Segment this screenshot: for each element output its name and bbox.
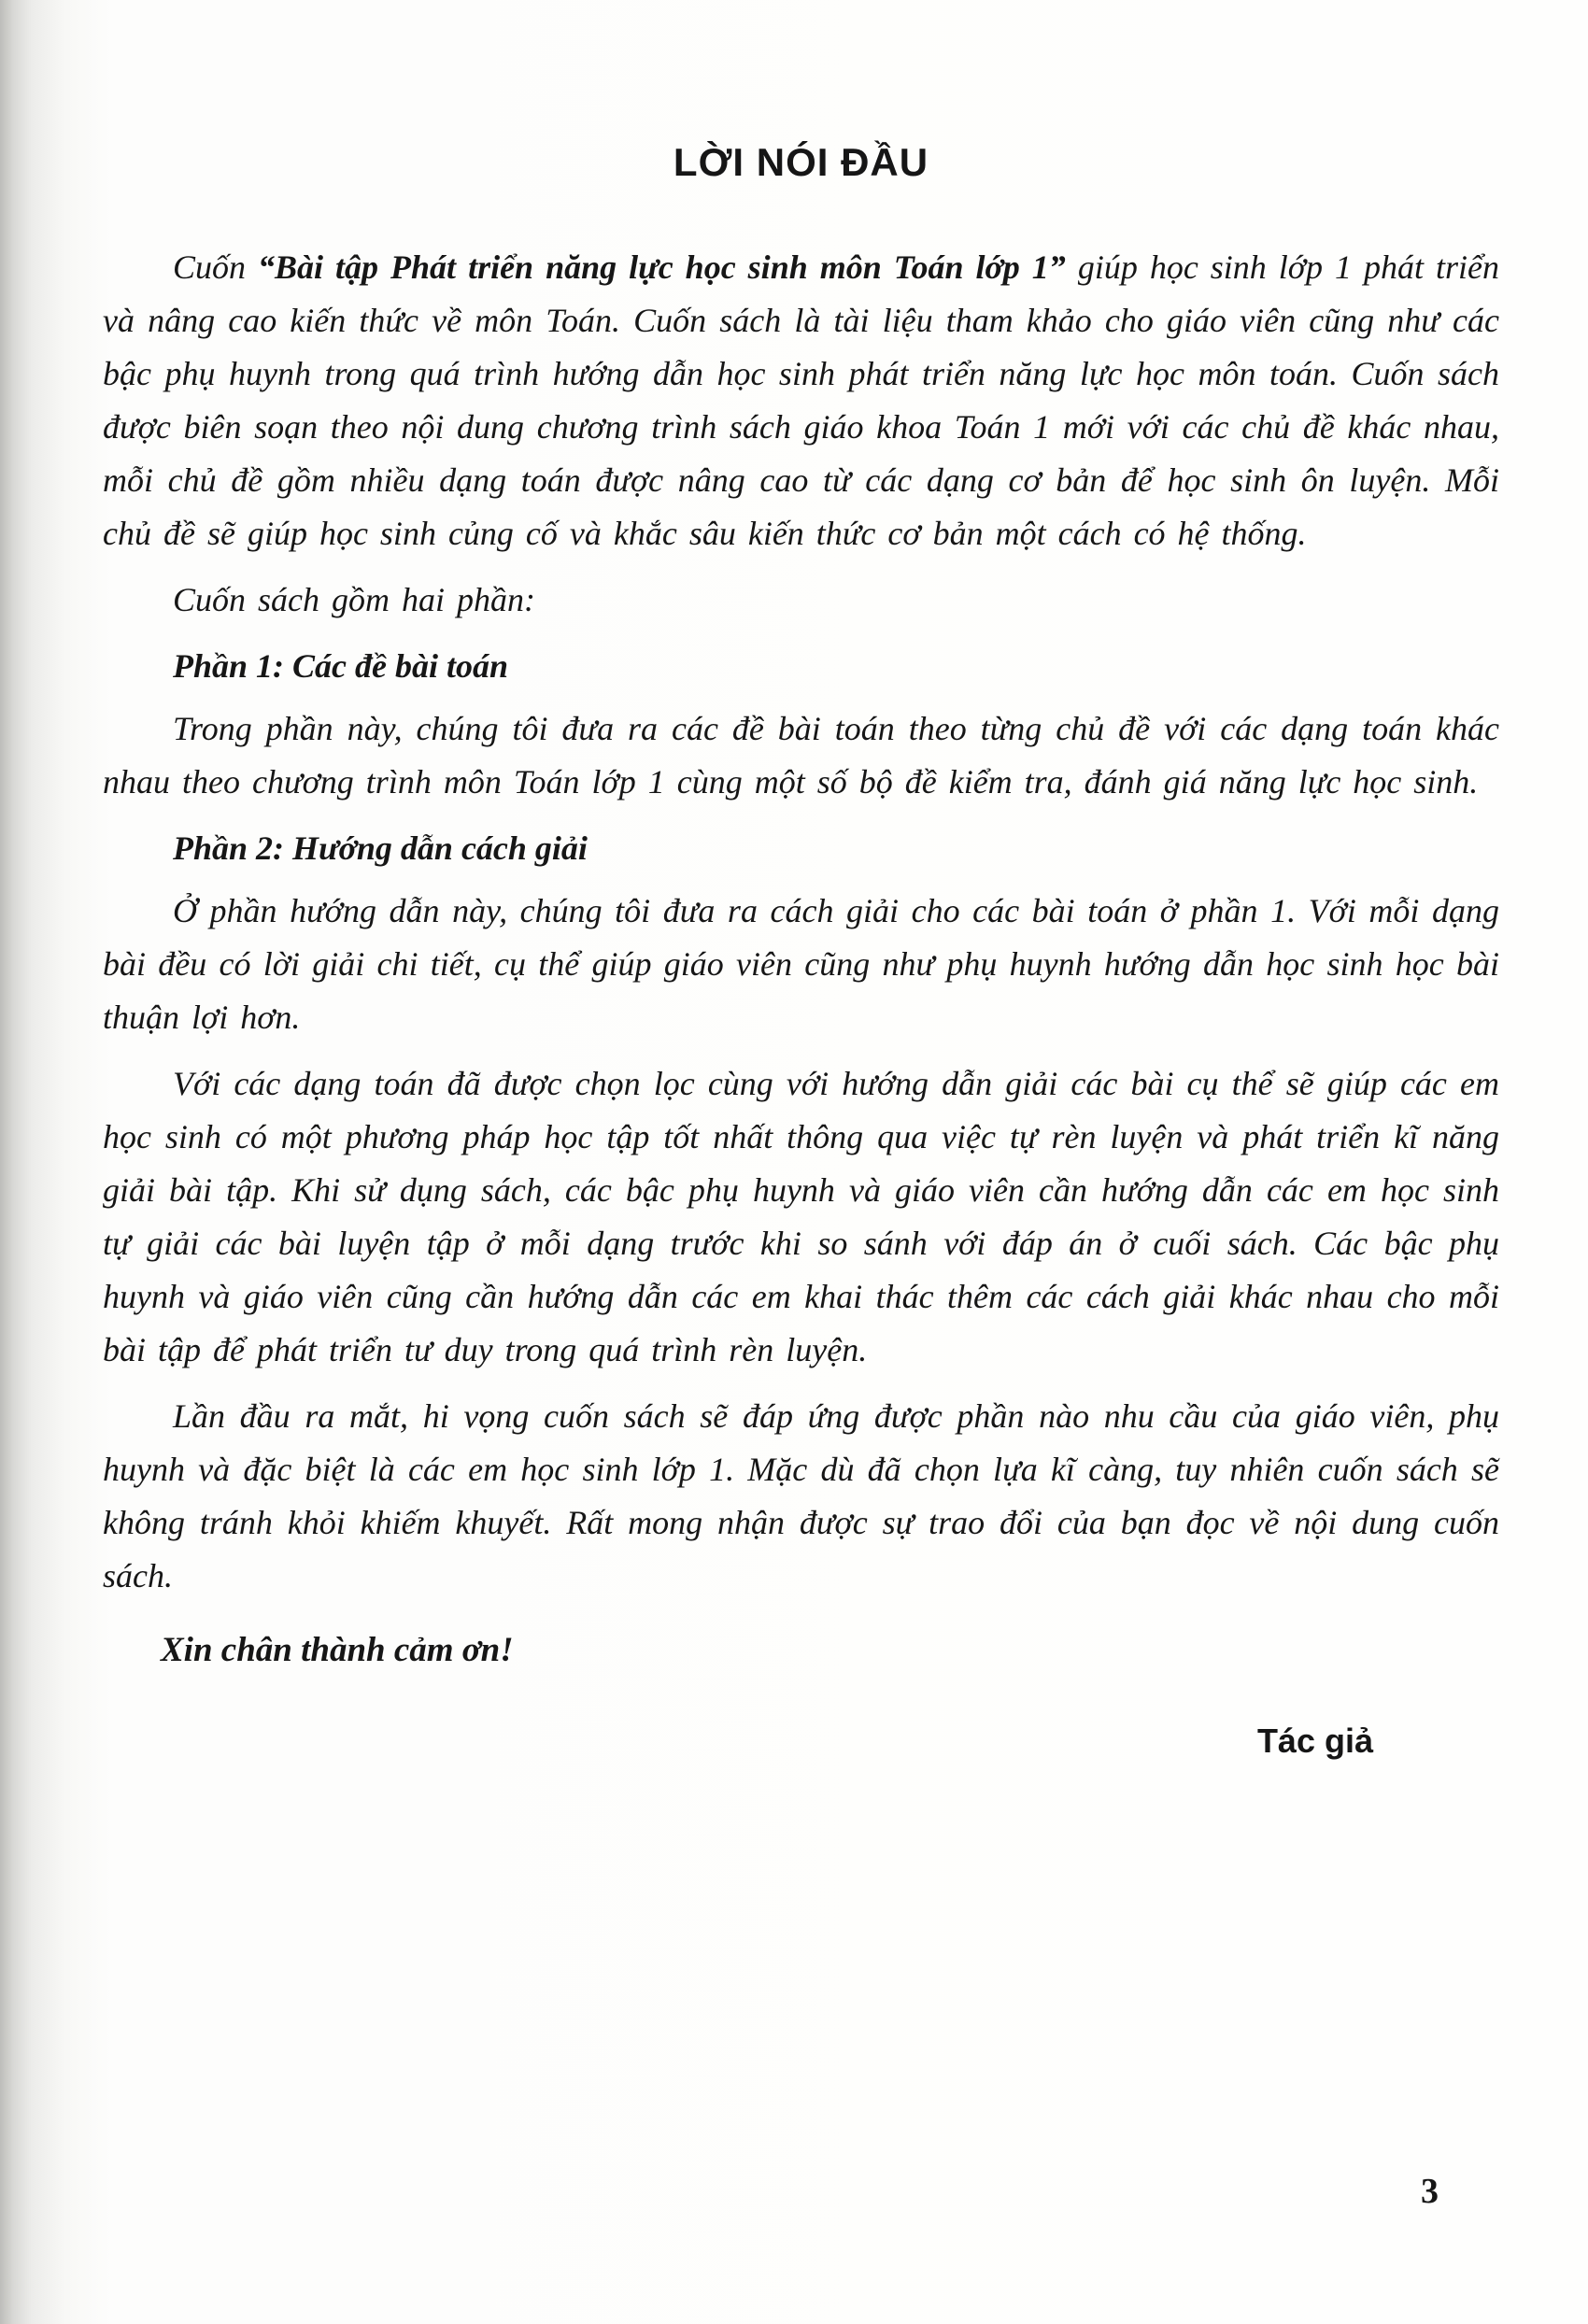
page-number: 3 bbox=[1421, 2172, 1439, 2211]
author-signature: Tác giả bbox=[1256, 1722, 1373, 1760]
two-parts-line: Cuốn sách gồm hai phần: bbox=[173, 581, 535, 618]
book-title: “Bài tập Phát triển năng lực học sinh môn Toán lớp 1” bbox=[258, 248, 1066, 286]
intro-paragraph bbox=[103, 241, 1499, 560]
preface-body bbox=[103, 241, 1499, 1761]
part1-paragraph: Trong phần này, chúng tôi đưa ra các đề bài toán theo từng chủ đề với các dạng toán khác nhau theo chương trình môn Toán lớp 1 cùng một số bộ đề kiểm tra, đánh giá năng lực học sinh. bbox=[103, 710, 1499, 801]
method-paragraph: Với các dạng toán đã được chọn lọc cùng với hướng dẫn giải các bài cụ thể sẽ giúp các em học sinh có một phương pháp học tập tốt nhất thông qua việc tự rèn luyện và phát triển kĩ năng giải bài tập. Khi sử dụng sách, các bậc phụ huynh và giáo viên cần hướng dẫn các em học sinh tự giải các bài luyện tập ở mỗi dạng trước khi so sánh với đáp án ở cuối sách. Các bậc phụ huynh và giáo viên cũng cần hướng dẫn các em khai thác thêm các cách giải khác nhau cho mỗi bài tập để phát triển tư duy trong quá trình rèn luyện. bbox=[103, 1065, 1499, 1368]
closing-line: Xin chân thành cảm ơn! bbox=[161, 1631, 514, 1669]
intro-rest: giúp học sinh lớp 1 phát triển và nâng cao kiến thức về môn Toán. Cuốn sách là tài liệu tham khảo cho giáo viên cũng như các bậc phụ huynh trong quá trình hướng dẫn học sinh phát triển năng lực học môn toán. Cuốn sách được biên soạn theo nội dung chương trình sách giáo khoa Toán 1 mới với các chủ đề khác nhau, mỗi chủ đề gồm nhiều dạng toán được nâng cao từ các dạng cơ bản để học sinh ôn luyện. Mỗi chủ đề sẽ giúp học sinh củng cố và khắc sâu kiến thức cơ bản một cách có hệ thống. bbox=[103, 248, 1500, 552]
part2-paragraph: Ở phần hướng dẫn này, chúng tôi đưa ra cách giải cho các bài toán ở phần 1. Với mỗi dạng bài đều có lời giải chi tiết, cụ thể giúp giáo viên cũng như phụ huynh hướng dẫn học sinh học bài thuận lợi hơn. bbox=[103, 892, 1499, 1036]
page-title: LỜI NÓI ĐẦU bbox=[673, 140, 929, 184]
part2-heading: Phần 2: Hướng dẫn cách giải bbox=[173, 829, 588, 867]
part1-heading: Phần 1: Các đề bài toán bbox=[173, 647, 509, 685]
intro-lead: Cuốn bbox=[173, 248, 247, 286]
launch-paragraph: Lần đầu ra mắt, hi vọng cuốn sách sẽ đáp ứng được phần nào nhu cầu của giáo viên, phụ huynh và đặc biệt là các em học sinh lớp 1. Mặc dù đã chọn lựa kĩ càng, tuy nhiên cuốn sách sẽ không tránh khỏi khiếm khuyết. Rất mong nhận được sự trao đổi của bạn đọc về nội dung cuốn sách. bbox=[103, 1397, 1499, 1594]
